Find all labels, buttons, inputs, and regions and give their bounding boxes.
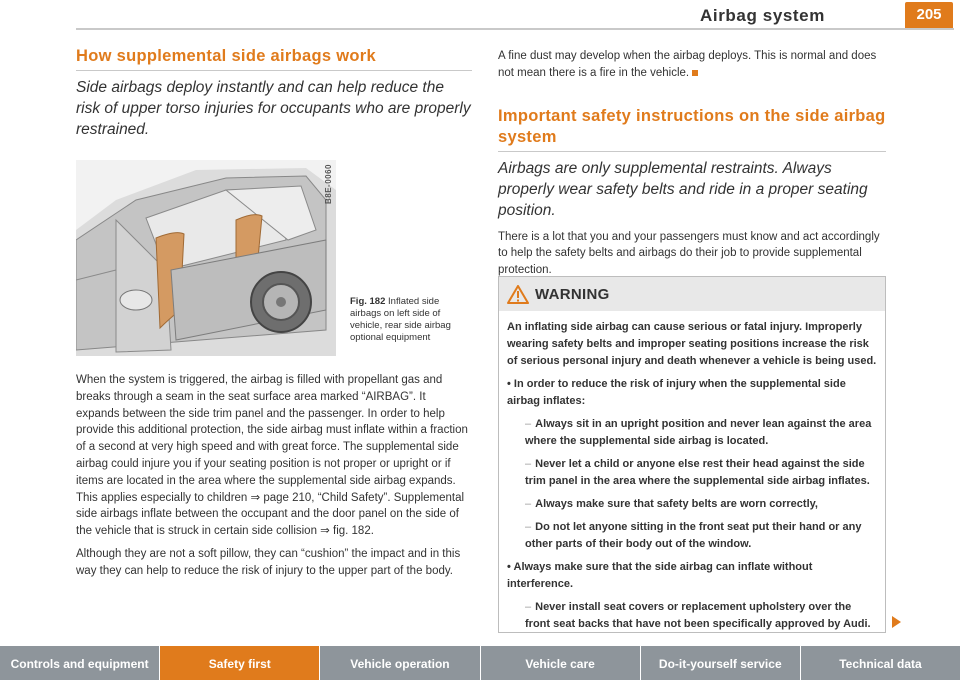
section-lead: Airbags are only supplemental restraints. Always properly wear safety belts and ride in a proper seating position. xyxy=(498,159,868,219)
warning-bullet: • In order to reduce the risk of injury when the supplemental side airbag inflates: xyxy=(507,378,846,407)
warning-bullet: • Always make sure that the side airbag can inflate without interference. xyxy=(507,561,813,590)
dash-marker: – xyxy=(525,601,532,613)
warning-sub-text: Do not let anyone sitting in the front seat put their hand or any other parts of their body out of the window. xyxy=(525,521,862,550)
end-of-section-marker xyxy=(692,70,698,76)
figure-182 xyxy=(76,160,472,356)
figure-caption-label: Fig. 182 xyxy=(350,296,386,307)
warning-triangle-icon xyxy=(507,285,529,304)
warning-header xyxy=(499,277,885,311)
warning-bullet-text: Always make sure that the side airbag can inflate without interference. xyxy=(507,561,813,590)
section-divider xyxy=(76,70,472,71)
warning-sub-item xyxy=(507,519,877,553)
page-number: 205 xyxy=(905,2,953,28)
dash-marker: – xyxy=(525,521,532,533)
dash-marker: – xyxy=(525,418,532,430)
figure-caption xyxy=(350,296,472,344)
warning-title: WARNING xyxy=(535,285,610,303)
continued-arrow-icon xyxy=(892,616,901,628)
warning-intro: An inflating side airbag can cause serious or fatal injury. Improperly wearing safety belts and improper seating positions increase the risk of serious personal injury and death whenever a vehicle is being used. xyxy=(507,321,877,367)
body-paragraph-1: When the system is triggered, the airbag is filled with propellant gas and breaks through a seam in the seat surface area marked “AIRBAG”. It expands between the side trim panel and the passenger. In order to help provide this additional protection, the side airbag must inflate within a fraction of a second at very high speed and with great force. The supplemental side airbag could injure you if your seating position is not proper or upright or if items are located in the area where the supplemental side airbag expands. This applies especially to children ⇒ page 210, “Child Safety”. Supplemental side airbags inflate between the occupant and the door panel on the side of the vehicle that is struck in certain side collision ⇒ fig. 182. xyxy=(76,374,468,538)
right-column xyxy=(498,48,886,279)
warning-bullet-text: In order to reduce the risk of injury when the supplemental side airbag inflates: xyxy=(507,378,846,407)
body-paragraph: There is a lot that you and your passengers must know and act accordingly to help the safety belts and airbags do their job to provide supplemental protection. xyxy=(498,230,880,277)
footer-tab-do-it-yourself-service[interactable]: Do-it-yourself service xyxy=(641,646,800,680)
left-column xyxy=(76,46,472,580)
figure-caption-text: Inflated side airbags on left side of vehicle, rear side airbag optional equipment xyxy=(350,296,451,343)
warning-sub-text: Never install seat covers or replacement upholstery over the front seat backs that have not been specifically approved by Audi. xyxy=(525,601,871,630)
running-header-title: Airbag system xyxy=(700,6,825,25)
dash-marker: – xyxy=(525,498,532,510)
warning-sub-item xyxy=(507,456,877,490)
footer-nav xyxy=(0,646,960,680)
section-lead: Side airbags deploy instantly and can help reduce the risk of upper torso injuries for occupants who are properly restrained. xyxy=(76,79,471,138)
warning-sub-text: Never let a child or anyone else rest their head against the side trim panel in the area where the supplemental side airbag inflates. xyxy=(525,458,870,487)
warning-sub-text: Always make sure that safety belts are worn correctly, xyxy=(535,498,818,510)
intro-paragraph xyxy=(498,48,886,82)
warning-box xyxy=(498,276,886,633)
warning-sub-item xyxy=(507,599,877,633)
dash-marker: – xyxy=(525,458,532,470)
intro-text: A fine dust may develop when the airbag deploys. This is normal and does not mean there is a fire in the vehicle. xyxy=(498,50,877,79)
body-paragraph-2: Although they are not a soft pillow, they can “cushion” the impact and in this way they can help to reduce the risk of injury to the upper part of the body. xyxy=(76,547,461,577)
warning-sub-text: Always sit in an upright position and never lean against the area where the supplemental side airbag is located. xyxy=(525,418,872,447)
header-divider xyxy=(76,28,954,30)
section-divider xyxy=(498,151,886,152)
footer-tab-technical-data[interactable]: Technical data xyxy=(801,646,960,680)
section-title-side-airbags-work: How supplemental side airbags work xyxy=(76,47,376,65)
warning-sub-item xyxy=(507,496,877,513)
warning-sub-item xyxy=(507,416,877,450)
section-title-safety-instructions: Important safety instructions on the side airbag system xyxy=(498,106,886,146)
side-airbag-illustration xyxy=(76,160,336,356)
footer-tab-safety-first[interactable]: Safety first xyxy=(160,646,319,680)
figure-code: B8E-0060 xyxy=(324,164,333,205)
footer-tab-vehicle-operation[interactable]: Vehicle operation xyxy=(320,646,479,680)
footer-tab-controls-and-equipment[interactable]: Controls and equipment xyxy=(0,646,159,680)
footer-tab-vehicle-care[interactable]: Vehicle care xyxy=(481,646,640,680)
warning-body xyxy=(499,311,885,633)
